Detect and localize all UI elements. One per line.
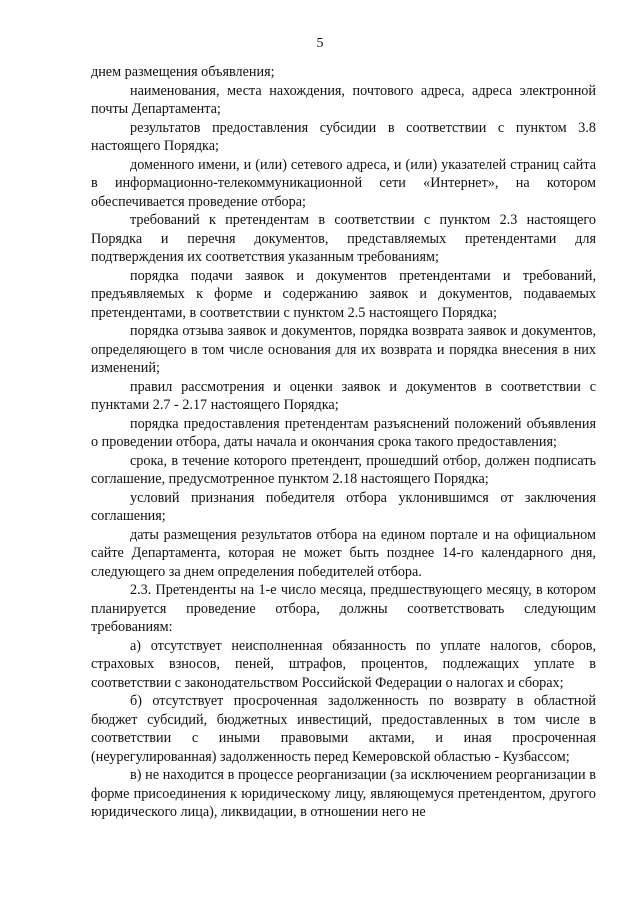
paragraph: срока, в течение которого претендент, прошедший отбор, должен подписать соглашение, предусмотренное пунктом 2.18 настоящего Порядка; [91,452,596,487]
paragraph: 2.3. Претенденты на 1-е число месяца, предшествующего месяцу, в котором планируется проведение отбора, должны соответствовать следующим требованиям: [91,582,596,635]
paragraph: порядка отзыва заявок и документов, порядка возврата заявок и документов, определяющего в том числе основания для их возврата и порядка внесения в них изменений; [91,323,596,376]
document-body [91,63,596,822]
paragraph: правил рассмотрения и оценки заявок и документов в соответствии с пунктами 2.7 - 2.17 настоящего Порядка; [91,378,596,413]
paragraph: порядка подачи заявок и документов претендентами и требований, предъявляемых к форме и содержанию заявок и документов, подаваемых претендентами, в соответствии с пунктом 2.5 настоящего Порядка; [91,267,596,321]
paragraph: днем размещения объявления; [91,64,275,80]
paragraph: даты размещения результатов отбора на едином портале и на официальном сайте Департамента, которая не может быть позднее 14-го календарного дня, следующего за днем определения победителей отбора. [91,526,596,580]
paragraph: доменного имени, и (или) сетевого адреса, и (или) указателей страниц сайта в информационно-телекоммуникационной сети «Интернет», на котором обеспечивается проведение отбора; [91,156,596,210]
paragraph: результатов предоставления субсидии в соответствии с пунктом 3.8 настоящего Порядка; [91,119,596,154]
page-number: 5 [316,36,324,51]
paragraph: а) отсутствует неисполненная обязанность по уплате налогов, сборов, страховых взносов, пеней, штрафов, процентов, подлежащих уплате в соответствии с законодательством Российской Федерации о налогах и сборах; [91,637,596,691]
paragraph: порядка предоставления претендентам разъяснений положений объявления о проведении отбора, даты начала и окончания срока такого предоставления; [91,415,596,450]
paragraph: наименования, места нахождения, почтового адреса, адреса электронной почты Департамента; [91,82,596,117]
paragraph: б) отсутствует просроченная задолженность по возврату в областной бюджет субсидий, бюджетных инвестиций, предоставленных в том числе в соответствии с иными правовыми актами, и иная просроченная (неурегулированная) задолженность перед Кемеровской областью - Кузбассом; [91,693,596,765]
paragraph: требований к претендентам в соответствии с пунктом 2.3 настоящего Порядка и перечня документов, представляемых претендентами для подтверждения их соответствия указанным требованиям; [91,212,596,265]
paragraph: в) не находится в процессе реорганизации (за исключением реорганизации в форме присоединения к юридическому лицу, являющемуся претендентом, другого юридического лица), ликвидации, в отношении него не [91,767,596,820]
paragraph: условий признания победителя отбора уклонившимся от заключения соглашения; [91,489,596,524]
